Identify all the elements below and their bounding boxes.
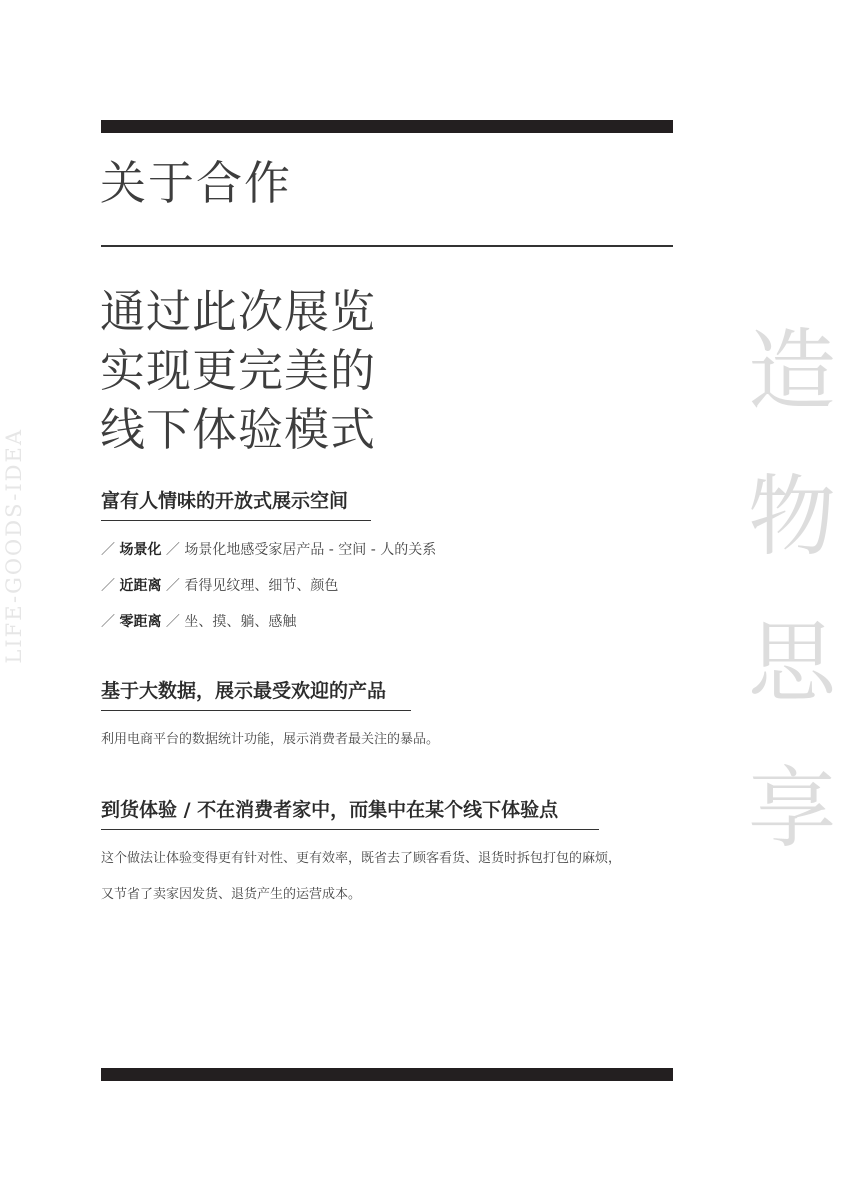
paragraph: 又节省了卖家因发货、退货产生的运营成本。 — [101, 887, 362, 902]
brush-char: 造 — [748, 319, 837, 422]
brush-char: 物 — [748, 465, 837, 568]
section-title-space: 富有人情味的开放式展示空间 — [101, 490, 371, 521]
section-title-bigdata: 基于大数据，展示最受欢迎的产品 — [101, 680, 411, 711]
item-desc: 看得见纹理、细节、颜色 — [184, 578, 339, 594]
section-title-delivery: 到货体验 / 不在消费者家中，而集中在某个线下体验点 — [101, 799, 599, 830]
headline-line: 实现更完美的 — [100, 344, 377, 397]
slash-mark: ／ — [101, 578, 115, 594]
item-desc: 场景化地感受家居产品 - 空间 - 人的关系 — [184, 542, 437, 558]
paragraph: 这个做法让体验变得更有针对性、更有效率，既省去了顾客看货、退货时拆包打包的麻烦， — [101, 851, 622, 866]
slash-mark: ／ — [165, 614, 180, 630]
item-desc: 坐、摸、躺、感触 — [184, 614, 297, 630]
slash-mark: ／ — [101, 614, 115, 630]
top-bar — [101, 120, 673, 133]
item-key: 场景化 — [119, 542, 162, 558]
slash-mark: ／ — [101, 542, 115, 558]
headline — [100, 282, 376, 459]
headline-line: 通过此次展览 — [100, 285, 377, 338]
list-item — [101, 541, 436, 559]
paragraph: 利用电商平台的数据统计功能，展示消费者最关注的暴品。 — [101, 732, 440, 747]
title-divider — [101, 245, 673, 247]
item-key: 零距离 — [119, 614, 162, 630]
brush-char: 享 — [748, 757, 837, 860]
list-item — [101, 577, 338, 595]
brush-char: 思 — [748, 611, 837, 714]
brush-calligraphy-watermark — [748, 298, 842, 882]
item-key: 近距离 — [119, 578, 162, 594]
bottom-bar — [101, 1068, 673, 1081]
slash-mark: ／ — [165, 578, 180, 594]
slash-mark: ／ — [165, 542, 180, 558]
list-item — [101, 613, 296, 631]
page-title: 关于合作 — [100, 156, 292, 210]
side-watermark-text: LIFE-GOODS-IDEA — [2, 428, 26, 664]
headline-line: 线下体验模式 — [100, 403, 377, 456]
